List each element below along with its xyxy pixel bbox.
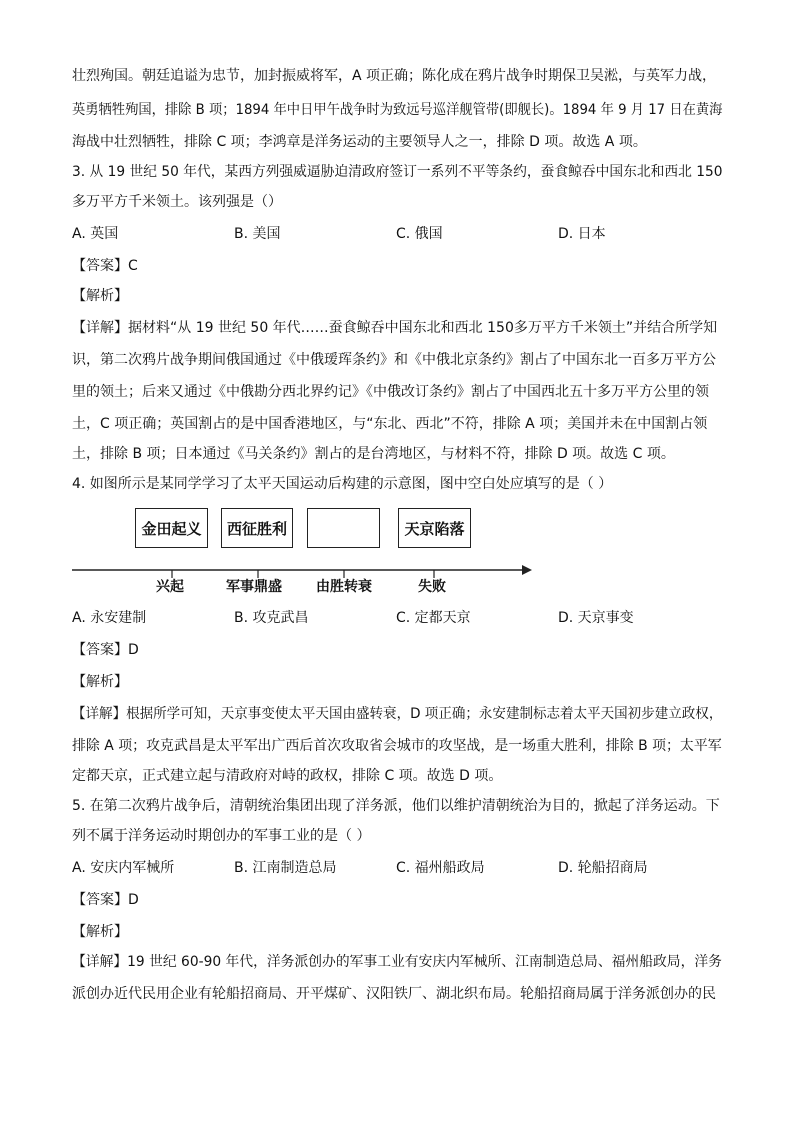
stage-label-decline: 由胜转衰 [316,579,372,595]
q3-option-d: D. 日本 [558,226,606,242]
diagram-box-xizheng: 西征胜利 [221,508,293,548]
q4-detail-line: 【详解】根据所学可知，天京事变使太平天国由盛转衰，D 项正确；永安建制标志着太平天国初步建立政权， [72,706,723,722]
q3-detail-line: 土，C 项正确；英国割占的是中国香港地区，与“东北、西北”不符，排除 A 项；美国并未在中国割占领 [72,416,708,432]
q3-option-c: C. 俄国 [396,226,443,242]
q3-analysis-label: 【解析】 [72,288,128,304]
q5-analysis-label: 【解析】 [72,924,128,940]
q3-detail-line: 识，第二次鸦片战争期间俄国通过《中俄瑷珲条约》和《中俄北京条约》割占了中国东北一百多万平方公 [72,352,716,368]
q4-option-d: D. 天京事变 [558,610,634,626]
q4-detail-line: 排除 A 项；攻克武昌是太平军出广西后首次攻取省会城市的攻坚战，是一场重大胜利，排除 B 项；太平军 [72,738,722,754]
q5-detail-line: 派创办近代民用企业有轮船招商局、开平煤矿、汉阳铁厂、湖北织布局。轮船招商局属于洋务派创办的民 [72,986,716,1002]
q4-option-b: B. 攻克武昌 [234,610,309,626]
q5-option-a: A. 安庆内军械所 [72,860,175,876]
q5-stem-line: 5. 在第二次鸦片战争后，清朝统治集团出现了洋务派，他们以维护清朝统治为目的，掀起了洋务运动。下 [72,798,720,814]
q4-answer: 【答案】D [72,642,139,658]
diagram-box-blank [307,508,380,548]
q3-detail-line: 里的领土；后来又通过《中俄勘分西北界约记》《中俄改订条约》割占了中国西北五十多万平方公里的领 [72,384,709,400]
q5-option-c: C. 福州船政局 [396,860,485,876]
diagram-box-jintian: 金田起义 [135,508,208,548]
q3-stem-line: 多万平方千米领土。该列强是（） [72,194,282,210]
timeline-arrow [72,562,534,578]
stage-label-rise: 兴起 [156,579,184,595]
stage-label-fail: 失败 [418,579,446,595]
text-line: 英勇牺牲殉国，排除 B 项；1894 年中日甲午战争时为致远号巡洋舰管带(即舰长)。1894 年 9 月 17 日在黄海 [72,102,723,118]
diagram-box-tianjing: 天京陷落 [398,508,471,548]
q4-option-c: C. 定都天京 [396,610,471,626]
q3-detail-line: 土，排除 B 项；日本通过《马关条约》割占的是台湾地区，与材料不符，排除 D 项。故选 C 项。 [72,446,675,462]
text-line: 壮烈殉国。朝廷追谥为忠节，加封振威将军，A 项正确；陈化成在鸦片战争时期保卫吴淞，与英军力战， [72,68,717,84]
stage-label-peak: 军事鼎盛 [226,579,282,595]
q5-stem-line: 列不属于洋务运动时期创办的军事工业的是（ ） [72,828,371,844]
q3-stem-line: 3. 从 19 世纪 50 年代，某西方列强威逼胁迫清政府签订一系列不平等条约，蚕食鲸吞中国东北和西北 150 [72,164,723,180]
q5-option-d: D. 轮船招商局 [558,860,648,876]
q4-stem: 4. 如图所示是某同学学习了太平天国运动后构建的示意图，图中空白处应填写的是（ ） [72,476,613,492]
q5-option-b: B. 江南制造总局 [234,860,337,876]
q4-option-a: A. 永安建制 [72,610,147,626]
q3-option-a: A. 英国 [72,226,119,242]
q4-analysis-label: 【解析】 [72,674,128,690]
q5-detail-line: 【详解】19 世纪 60-90 年代，洋务派创办的军事工业有安庆内军械所、江南制造总局、福州船政局，洋务 [72,954,722,970]
q3-detail-line: 【详解】据材料“从 19 世纪 50 年代……蚕食鲸吞中国东北和西北 150多万平方千米领土”并结合所学知 [72,320,718,336]
text-line: 海战中壮烈牺牲，排除 C 项；李鸿章是洋务运动的主要领导人之一，排除 D 项。故选 A 项。 [72,134,647,150]
q5-answer: 【答案】D [72,892,139,908]
q3-option-b: B. 美国 [234,226,281,242]
q3-answer: 【答案】C [72,258,138,274]
q4-detail-line: 定都天京，正式建立起与清政府对峙的政权，排除 C 项。故选 D 项。 [72,768,503,784]
